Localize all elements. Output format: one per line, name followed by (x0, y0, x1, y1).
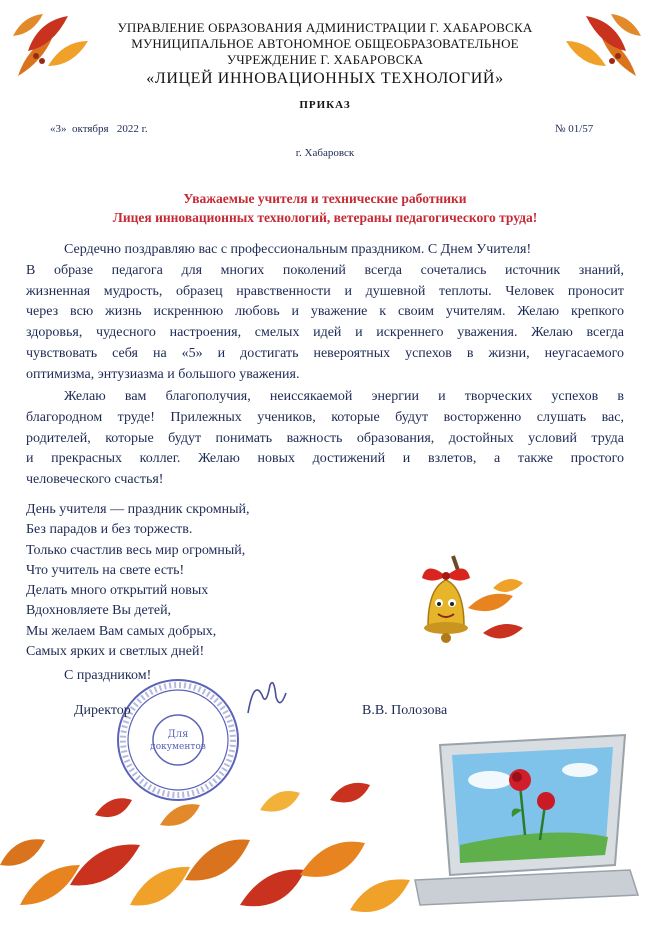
poem-line: Что учитель на свете есть! (26, 562, 185, 578)
school-name: «ЛИЦЕЙ ИННОВАЦИОННЫХ ТЕХНОЛОГИЙ» (146, 70, 504, 87)
closing-text: С праздником! (64, 668, 152, 683)
greeting-line-1: Уважаемые учителя и технические работники (183, 191, 467, 206)
paragraph-line: родителей, которые будут понимать важность образования, достойных условий труда (26, 430, 624, 446)
document-number: № 01/57 (555, 123, 594, 135)
laptop-icon (415, 735, 638, 905)
paragraph-line: человеческого счастья! (26, 472, 164, 488)
stamp-center-line-2: документов (150, 742, 206, 752)
document-date: «3» октября 2022 г. (50, 123, 148, 135)
paragraph-line: чувствовать себя на «5» и достигать невероятных успехов в жизни, неугасаемого (26, 345, 624, 361)
stamp-center-line-1: Для (167, 729, 189, 740)
letterhead-line-3: УЧРЕЖДЕНИЕ Г. ХАБАРОВСКА (226, 52, 424, 67)
paragraph-line: жизненная мудрость, образец нравственности и душевной теплоты. Человек проносит (26, 283, 624, 299)
poem-line: Вдохновляете Вы детей, (26, 603, 172, 619)
signature-role: Директор (74, 703, 131, 718)
letterhead (0, 20, 650, 68)
poem-line: День учителя — праздник скромный, (26, 502, 250, 517)
paragraph-line: здоровья, чудесного настроения, смелых идей и искреннего уважения. Желаю всегда (26, 325, 624, 341)
document-type: ПРИКАЗ (299, 99, 351, 111)
poem (26, 500, 250, 662)
paragraph-line: Желаю вам благополучия, неиссякаемой энергии и творческих успехов в (64, 389, 624, 404)
paragraph-line: Сердечно поздравляю вас с профессиональным праздником. С Днем Учителя! (64, 242, 532, 257)
paragraph-line: через всю жизнь искреннюю любовь и уважение к своим учителям. Желаю крепкого (26, 304, 624, 320)
poem-line: Только счастлив весь мир огромный, (26, 542, 246, 558)
laptop-illustration (400, 725, 640, 915)
paragraph-1 (26, 240, 624, 386)
signature-scribble (240, 675, 290, 720)
poem-line: Мы желаем Вам самых добрых, (26, 623, 217, 639)
poem-line: Без парадов и без торжеств. (26, 522, 193, 538)
greeting-line-2: Лицея инновационных технологий, ветераны педагогического труда! (112, 210, 538, 225)
paragraph-line: В образе педагога для многих поколений всегда сочетались источник знаний, (26, 262, 624, 278)
autumn-leaves-icon (468, 579, 523, 638)
paragraph-line: оптимизма, энтузиазма и большого уважения. (26, 366, 300, 382)
letterhead-line-1: УПРАВЛЕНИЕ ОБРАЗОВАНИЯ АДМИНИСТРАЦИИ Г. ХАБАРОВСКА (117, 20, 533, 35)
bell-illustration (398, 548, 528, 658)
poem-line: Делать много открытий новых (26, 583, 209, 599)
greeting (0, 189, 650, 227)
ribbon-bow-icon (422, 568, 470, 580)
signature-name: В.В. Полозова (362, 703, 448, 718)
letterhead-line-2: МУНИЦИПАЛЬНОЕ АВТОНОМНОЕ ОБЩЕОБРАЗОВАТЕЛЬНОЕ (131, 36, 519, 51)
bottom-leaves-decoration (0, 755, 420, 927)
poem-line: Самых ярких и светлых дней! (26, 644, 205, 660)
paragraph-line: и прекрасных коллег. Желаю новых достижений и взлетов, а также простого (26, 451, 624, 467)
autumn-leaves-icon (0, 783, 410, 912)
document-city: г. Хабаровск (295, 147, 355, 159)
paragraph-line: благородном труде! Прилежных учеников, которые будут восторженно слушать вас, (26, 409, 624, 425)
paragraph-2 (26, 387, 624, 491)
